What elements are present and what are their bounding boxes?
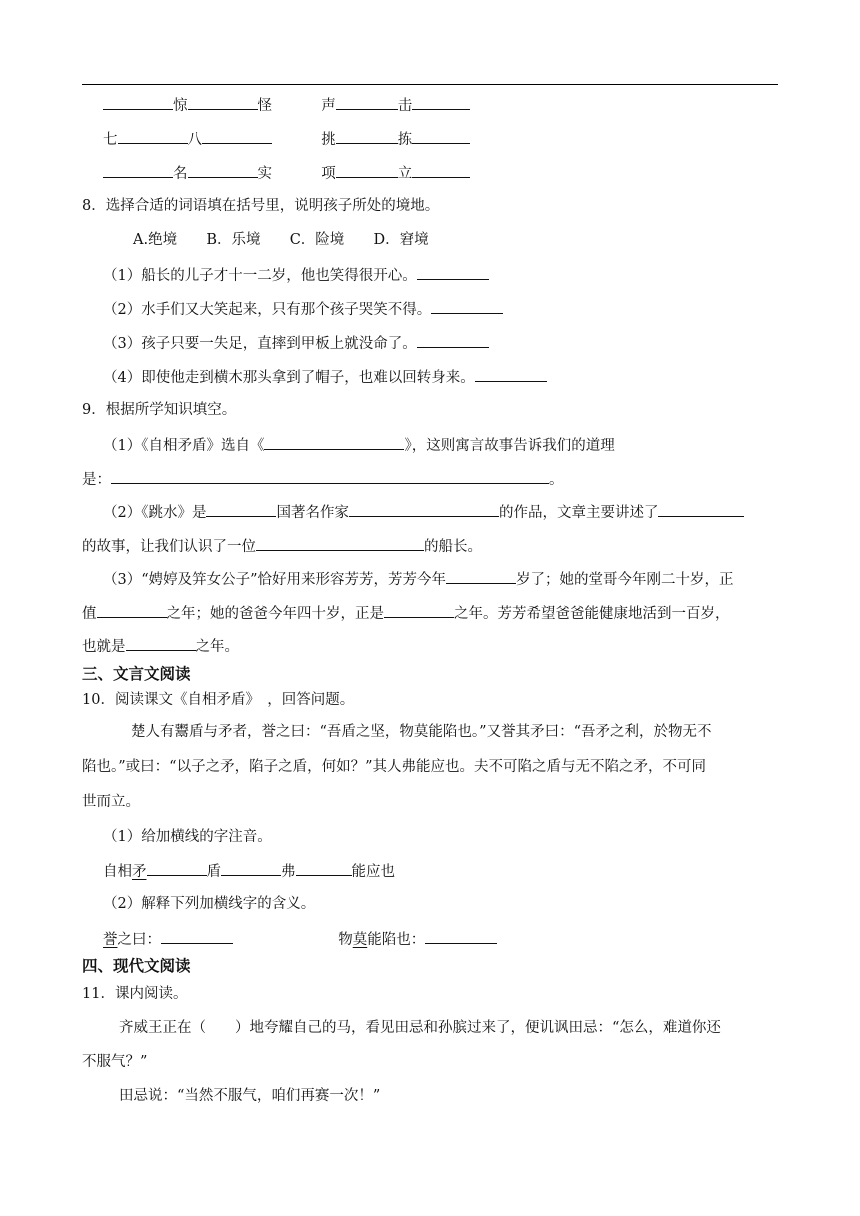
- q11-passage-line2: 不服气？”: [82, 1054, 148, 1070]
- answer-blank[interactable]: [336, 128, 398, 144]
- idiom-char: 实: [257, 166, 272, 182]
- idiom-char: 击: [397, 98, 413, 114]
- answer-blank[interactable]: [417, 264, 489, 280]
- q8-item-1: [103, 264, 489, 286]
- item-text: （2）水手们又大笑起来，只有那个孩子哭笑不得。: [103, 302, 432, 318]
- q9-part3-line1: [103, 568, 734, 590]
- answer-blank[interactable]: [221, 860, 281, 876]
- idiom-row-1: [103, 94, 470, 116]
- text: 盾: [206, 864, 221, 880]
- q10-passage-line1: 楚人有鬻盾与矛者，誉之曰：“吾盾之坚，物莫能陷也。”又誉其矛曰：“吾矛之利，於物无不: [131, 724, 712, 740]
- q9-part2-line2: [82, 535, 482, 557]
- answer-blank[interactable]: [206, 501, 276, 517]
- item-text: （3）孩子只要一失足，直摔到甲板上就没命了。: [103, 336, 417, 352]
- idiom-row-3: [103, 162, 470, 184]
- answer-blank[interactable]: [412, 162, 470, 178]
- underlined-char: 莫: [352, 932, 368, 948]
- q8-options: [133, 230, 429, 250]
- q11-title: 11．课内阅读。: [82, 986, 188, 1002]
- answer-blank[interactable]: [349, 501, 499, 517]
- answer-blank[interactable]: [188, 162, 258, 178]
- answer-blank[interactable]: [431, 298, 503, 314]
- q11-passage-line3: 田忌说：“当然不服气，咱们再赛一次！”: [119, 1088, 381, 1104]
- answer-blank[interactable]: [417, 332, 489, 348]
- q10-explain-row: [103, 928, 497, 950]
- underlined-char: 矛: [132, 864, 147, 880]
- q9-part3-line3: [82, 635, 239, 657]
- q10-sub1: （1）给加横线的字注音。: [103, 829, 272, 845]
- answer-blank[interactable]: [103, 162, 173, 178]
- answer-blank[interactable]: [126, 635, 196, 651]
- idiom-char: 项: [321, 166, 336, 182]
- q9-part1-line2: [82, 468, 564, 490]
- answer-blank[interactable]: [384, 602, 454, 618]
- text: （2）《跳水》是: [103, 505, 207, 521]
- answer-blank[interactable]: [97, 602, 167, 618]
- answer-blank[interactable]: [658, 501, 744, 517]
- answer-blank[interactable]: [296, 860, 352, 876]
- idiom-char: 名: [173, 166, 188, 182]
- idiom-char: 八: [187, 132, 202, 148]
- underlined-char: 誉: [103, 932, 118, 948]
- answer-blank[interactable]: [446, 568, 516, 584]
- answer-blank[interactable]: [264, 434, 404, 450]
- answer-blank[interactable]: [161, 928, 233, 944]
- text: 岁了；她的堂哥今年刚二十岁，正: [516, 572, 734, 588]
- answer-blank[interactable]: [336, 162, 398, 178]
- answer-blank[interactable]: [188, 94, 258, 110]
- q9-title: 9．根据所学知识填空。: [82, 402, 237, 418]
- q10-passage-line2: 陷也。”或曰：“以子之矛，陷子之盾，何如？”其人弗能应也。夫不可陷之盾与无不陷之矛，不可同: [82, 759, 706, 775]
- q9-part2-line1: [103, 501, 744, 523]
- section-heading-classical: 三、文言文阅读: [82, 665, 191, 683]
- text: （1）《自相矛盾》选自《: [103, 438, 265, 454]
- q9-part1-line1: [103, 434, 615, 456]
- text: 值: [82, 606, 97, 622]
- text: 能陷也：: [367, 932, 426, 948]
- text: 之年。: [195, 639, 239, 655]
- q9-part3-line2: [82, 602, 730, 624]
- idiom-char: 拣: [397, 132, 413, 148]
- section-heading-modern: 四、现代文阅读: [82, 957, 191, 975]
- option-b[interactable]: B．乐境: [206, 232, 261, 248]
- text: 自相: [103, 864, 132, 880]
- idiom-char: 七: [103, 132, 118, 148]
- answer-blank[interactable]: [336, 94, 398, 110]
- text: 之年。芳芳希望爸爸能健康地活到一百岁，: [454, 606, 730, 622]
- text: 的船长。: [424, 539, 482, 555]
- answer-blank[interactable]: [111, 468, 549, 484]
- text: 的作品，文章主要讲述了: [498, 505, 659, 521]
- q8-item-4: [103, 366, 547, 388]
- q8-item-2: [103, 298, 503, 320]
- q10-title: 10．阅读课文《自相矛盾》 ，回答问题。: [82, 692, 355, 708]
- q10-pinyin-row: [103, 860, 395, 882]
- header-rule: [82, 84, 778, 85]
- answer-blank[interactable]: [118, 128, 188, 144]
- item-text: （1）船长的儿子才十一二岁，他也笑得很开心。: [103, 268, 417, 284]
- text: 》，这则寓言故事告诉我们的道理: [404, 438, 615, 454]
- text: 是：: [82, 472, 111, 488]
- idiom-row-2: [103, 128, 470, 150]
- q10-passage-line3: 世而立。: [82, 794, 140, 810]
- text: 之曰：: [117, 932, 161, 948]
- text: 也就是: [82, 639, 126, 655]
- idiom-char: 挑: [321, 132, 336, 148]
- q8-title: 8．选择合适的词语填在括号里，说明孩子所处的境地。: [82, 198, 440, 214]
- answer-blank[interactable]: [425, 928, 497, 944]
- text: 弗: [281, 864, 296, 880]
- answer-blank[interactable]: [256, 535, 424, 551]
- option-d[interactable]: D．窘境: [373, 232, 429, 248]
- idiom-char: 惊: [173, 98, 188, 114]
- answer-blank[interactable]: [475, 366, 547, 382]
- text: 之年；她的爸爸今年四十岁，正是: [166, 606, 384, 622]
- answer-blank[interactable]: [103, 94, 173, 110]
- answer-blank[interactable]: [412, 94, 470, 110]
- idiom-char: 立: [397, 166, 413, 182]
- text: 能应也: [351, 864, 395, 880]
- option-c[interactable]: C．险境: [289, 232, 345, 248]
- text: 的故事，让我们认识了一位: [82, 539, 256, 555]
- answer-blank[interactable]: [202, 128, 272, 144]
- q11-passage-line1: 齐威王正在（ ）地夸耀自己的马，看见田忌和孙膑过来了，便讥讽田忌：“怎么，难道你还: [119, 1020, 721, 1036]
- text: 物: [338, 932, 353, 948]
- idiom-char: 怪: [257, 98, 272, 114]
- q10-sub2: （2）解释下列加横线字的含义。: [103, 896, 316, 912]
- option-a[interactable]: A.绝境: [133, 232, 178, 248]
- answer-blank[interactable]: [147, 860, 207, 876]
- text: 国著名作家: [276, 505, 349, 521]
- idiom-char: 声: [321, 98, 336, 114]
- q8-item-3: [103, 332, 489, 354]
- text: 。: [549, 472, 564, 488]
- text: （3）“娉婷及笄女公子”恰好用来形容芳芳，芳芳今年: [103, 572, 447, 588]
- answer-blank[interactable]: [412, 128, 470, 144]
- item-text: （4）即使他走到横木那头拿到了帽子，也难以回转身来。: [103, 370, 475, 386]
